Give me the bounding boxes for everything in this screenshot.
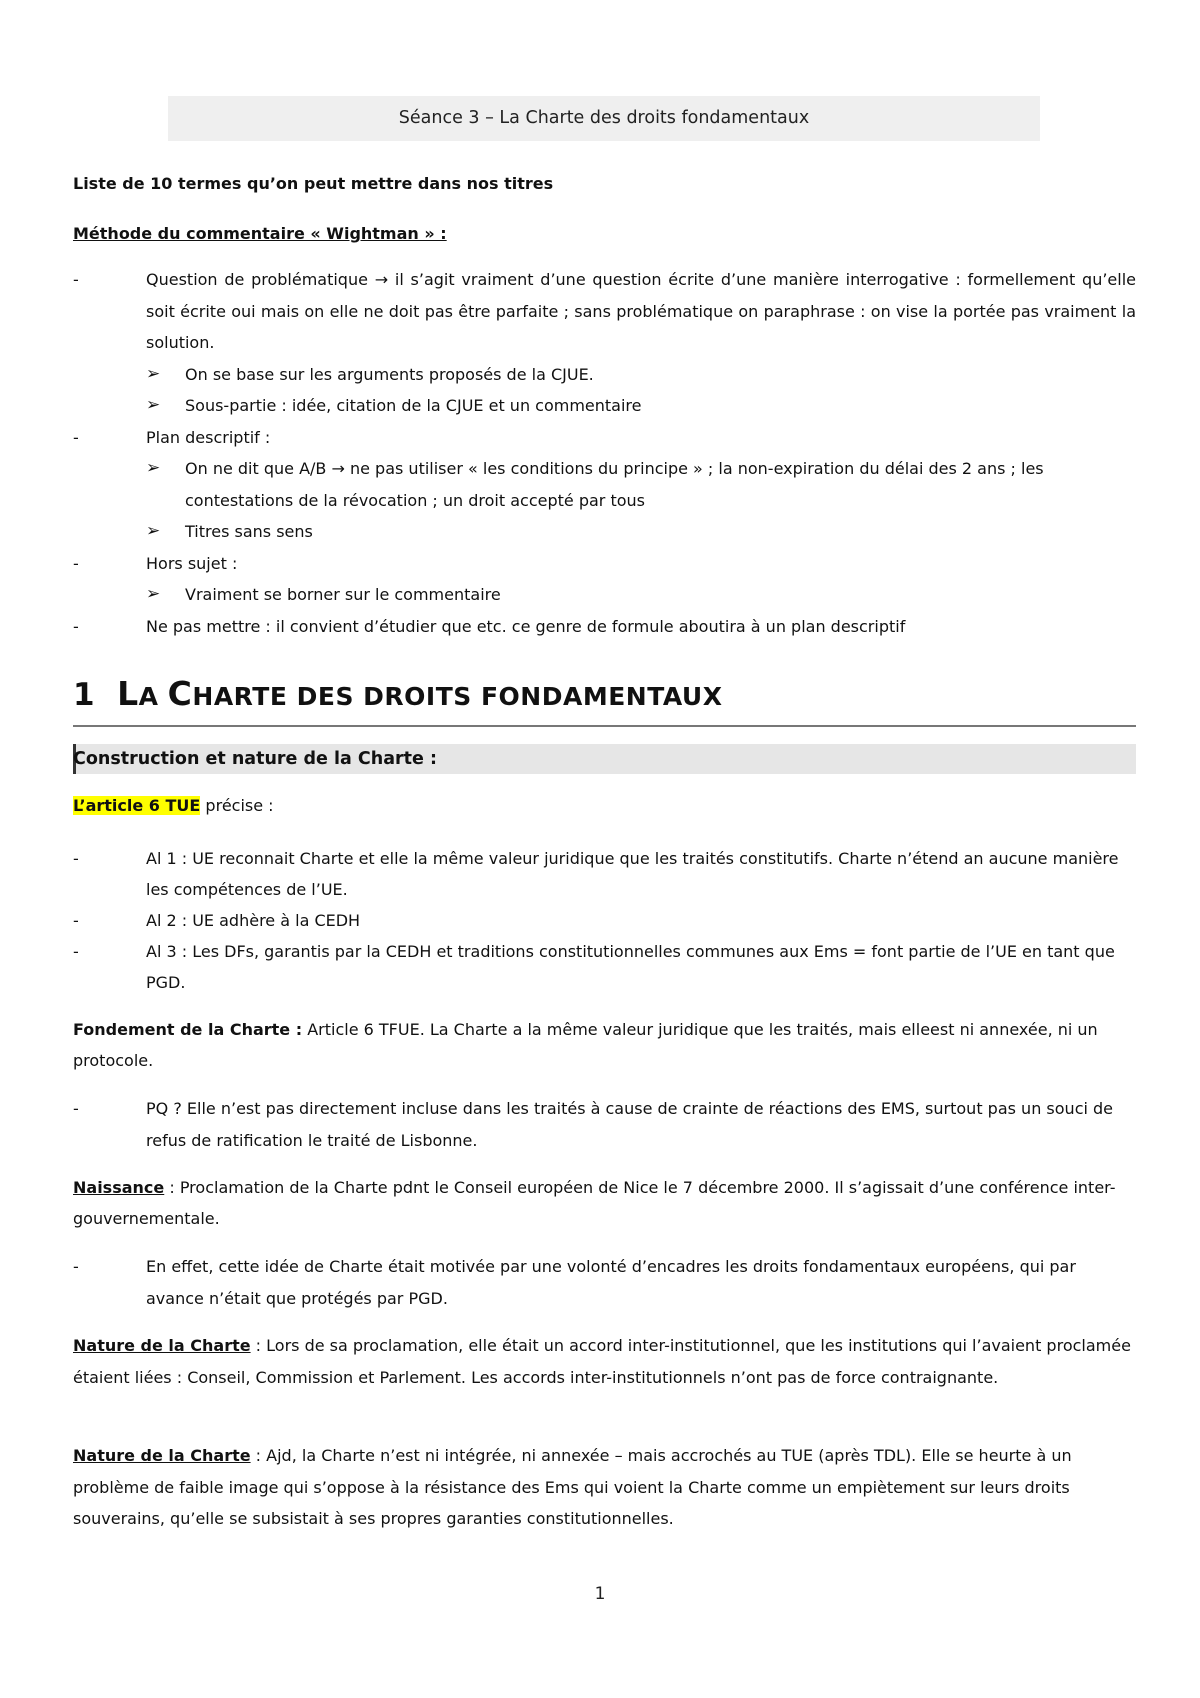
dash-marker: -: [73, 1257, 79, 1276]
method-title: Méthode du commentaire « Wightman » :: [73, 224, 447, 243]
article6-lead-rest: précise :: [200, 796, 274, 815]
section-title-initial-l: L: [117, 674, 139, 713]
dash-marker: -: [73, 849, 79, 868]
nature-label-2: Nature de la Charte: [73, 1446, 251, 1465]
list-item: [73, 1251, 1136, 1315]
section-title-initial-c: C: [167, 674, 193, 713]
arrow-bullet-icon: ➢: [146, 584, 161, 604]
page-number: 1: [594, 1584, 606, 1604]
section-heading: [73, 672, 1136, 727]
article6-highlight: L’article 6 TUE: [73, 796, 201, 815]
naissance-list: [73, 1251, 1136, 1315]
fondement-paragraph: [73, 1014, 1136, 1076]
method-item-1: Question de problématique → il s’agit vraiment d’une question écrite d’une manière interrogative : formellement qu’elle soit écrite oui mais on elle ne doit pas être parfaite ; sans problématique on paraphrase : on vise la portée pas vraiment la solution.: [146, 270, 1136, 352]
nature-label-1: Nature de la Charte: [73, 1336, 251, 1355]
section-title-part-a: A: [138, 682, 168, 711]
page-header-title: Séance 3 – La Charte des droits fondamentaux: [168, 96, 1040, 141]
list-item: [73, 264, 1136, 422]
list-item: [73, 905, 1136, 936]
list-item: [146, 390, 1136, 422]
fondement-label: Fondement de la Charte :: [73, 1020, 303, 1039]
nature-text-1: : Lors de sa proclamation, elle était un accord inter-institutionnel, que les institutions qui l’avaient proclamée étaient liées : Conseil, Commission et Parlement. Les accords inter-institutionnels n’ont pas de force contraignante.: [73, 1336, 1131, 1387]
nature-paragraph-2: [73, 1440, 1136, 1535]
naissance-label: Naissance: [73, 1178, 165, 1197]
dash-marker: -: [73, 270, 79, 289]
dash-marker: -: [73, 942, 79, 961]
list-item: [73, 548, 1136, 611]
list-item: [146, 359, 1136, 391]
arrow-bullet-icon: ➢: [146, 395, 161, 415]
method-item-2: Plan descriptif :: [146, 427, 271, 447]
subheading-bar: [73, 744, 1136, 774]
section-number: 1: [73, 677, 96, 713]
fondement-list: [73, 1093, 1136, 1157]
method-item-2-sub-1: On ne dit que A/B → ne pas utiliser « les conditions du principe » ; la non-expiration du délai des 2 ans ; les contestations de la révocation ; un droit accepté par tous: [185, 459, 1044, 510]
arrow-bullet-icon: ➢: [146, 363, 161, 384]
dash-marker: -: [73, 553, 79, 573]
subheading-construction: Construction et nature de la Charte :: [73, 749, 437, 769]
naissance-bullet: En effet, cette idée de Charte était motivée par une volonté d’encadres les droits fondamentaux européens, qui par avance n’était que protégés par PGD.: [146, 1257, 1076, 1308]
article6-al3: Al 3 : Les DFs, garantis par la CEDH et traditions constitutionnelles communes aux Ems = font partie de l’UE en tant que PGD.: [146, 942, 1115, 992]
dash-marker: -: [73, 911, 79, 930]
fondement-text: Article 6 TFUE. La Charte a la même valeur juridique que les traités, mais elleest ni annexée, ni un protocole.: [73, 1020, 1098, 1070]
method-item-1-sub-1: On se base sur les arguments proposés de la CJUE.: [185, 364, 594, 384]
fondement-bullet: PQ ? Elle n’est pas directement incluse dans les traités à cause de crainte de réactions des EMS, surtout pas un souci de refus de ratification le traité de Lisbonne.: [146, 1099, 1114, 1150]
section-title-rest: HARTE DES DROITS FONDAMENTAUX: [192, 682, 723, 711]
article6-al1: Al 1 : UE reconnait Charte et elle la même valeur juridique que les traités constitutifs. Charte n’étend an aucune manière les compétences de l’UE.: [146, 849, 1119, 899]
dash-marker: -: [73, 427, 79, 447]
article6-lead: [73, 796, 1136, 815]
list-title: Liste de 10 termes qu’on peut mettre dans nos titres: [73, 174, 554, 193]
article6-list: [73, 843, 1136, 998]
method-item-3-sub-1: Vraiment se borner sur le commentaire: [185, 585, 501, 604]
method-list: [73, 264, 1136, 642]
method-item-1-sub-2: Sous-partie : idée, citation de la CJUE et un commentaire: [185, 396, 642, 415]
list-item: [146, 516, 1136, 548]
list-item: [73, 611, 1136, 643]
arrow-bullet-icon: ➢: [146, 458, 161, 478]
list-item: [73, 422, 1136, 548]
article6-al2: Al 2 : UE adhère à la CEDH: [146, 911, 361, 930]
list-item: [146, 579, 1136, 611]
list-item: [73, 936, 1136, 998]
list-item: [73, 1093, 1136, 1157]
nature-paragraph-1: [73, 1330, 1136, 1393]
method-item-4: Ne pas mettre : il convient d’étudier que etc. ce genre de formule aboutira à un plan descriptif: [146, 616, 906, 636]
arrow-bullet-icon: ➢: [146, 521, 161, 541]
nature-text-2: : Ajd, la Charte n’est ni intégrée, ni annexée – mais accrochés au TUE (après TDL). Elle se heurte à un problème de faible image qui s’oppose à la résistance des Ems qui voient la Charte comme un empiètement sur leurs droits souverains, qu’elle se subsistait à ses propres garanties constitutionnelles.: [73, 1446, 1072, 1528]
naissance-paragraph: [73, 1172, 1136, 1234]
dash-marker: -: [73, 616, 79, 636]
naissance-text: : Proclamation de la Charte pdnt le Conseil européen de Nice le 7 décembre 2000. Il s’agissait d’une conférence inter-gouvernementale.: [73, 1178, 1116, 1228]
list-item: [146, 453, 1136, 516]
list-item: [73, 843, 1136, 905]
dash-marker: -: [73, 1099, 79, 1118]
method-item-2-sub-2: Titres sans sens: [185, 522, 313, 541]
method-item-3: Hors sujet :: [146, 553, 238, 573]
